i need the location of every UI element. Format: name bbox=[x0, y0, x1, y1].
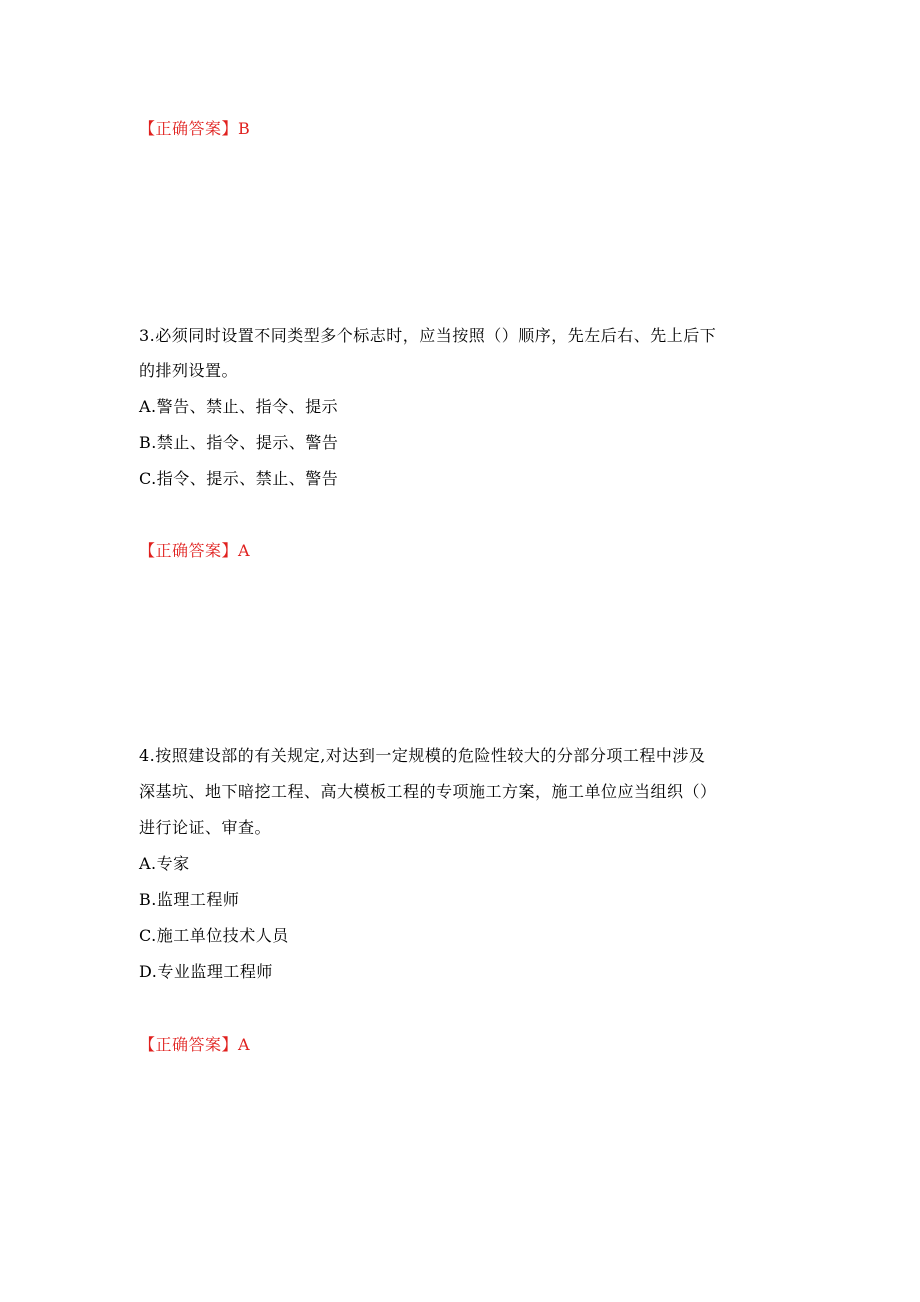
q4-option-d: D.专业监理工程师 bbox=[139, 962, 273, 981]
q4-stem-line2: 深基坑、地下暗挖工程、高大模板工程的专项施工方案，施工单位应当组织（） bbox=[139, 782, 717, 801]
q4-stem-line3: 进行论证、审查。 bbox=[139, 818, 272, 837]
q4-option-b: B.监理工程师 bbox=[139, 890, 240, 909]
q4-answer: 【正确答案】A bbox=[139, 1035, 251, 1054]
answer-prev: 【正确答案】B bbox=[139, 119, 251, 138]
q4-stem-line1: 4.按照建设部的有关规定,对达到一定规模的危险性较大的分部分项工程中涉及 bbox=[139, 746, 706, 765]
q3-option-c: C.指令、提示、禁止、警告 bbox=[139, 469, 339, 488]
q3-option-a: A.警告、禁止、指令、提示 bbox=[139, 397, 339, 416]
q3-answer: 【正确答案】A bbox=[139, 541, 251, 560]
q3-option-b: B.禁止、指令、提示、警告 bbox=[139, 433, 339, 452]
q4-option-a: A.专家 bbox=[139, 854, 190, 873]
q4-option-c: C.施工单位技术人员 bbox=[139, 926, 289, 945]
q3-stem-line2: 的排列设置。 bbox=[139, 361, 239, 380]
q3-stem-line1: 3.必须同时设置不同类型多个标志时，应当按照（）顺序，先左后右、先上后下 bbox=[139, 326, 717, 345]
